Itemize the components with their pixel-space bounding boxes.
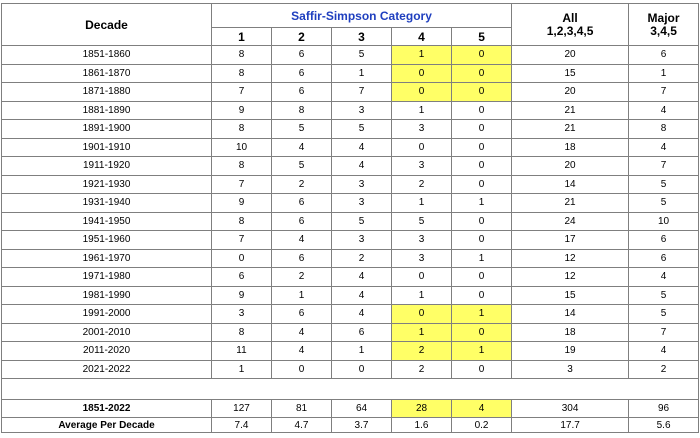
major-cell: 1 [629, 64, 699, 83]
decade-cell: 1981-1990 [2, 286, 212, 305]
cat2-cell: 1 [272, 286, 332, 305]
cat3-cell: 3 [332, 194, 392, 213]
cat4-cell: 2 [392, 360, 452, 379]
cat4-cell: 3 [392, 120, 452, 139]
cat4-cell: 0 [392, 305, 452, 324]
total-all: 304 [512, 400, 629, 418]
total-row [2, 400, 699, 418]
all-cell: 18 [512, 138, 629, 157]
major-cell: 6 [629, 231, 699, 250]
spacer-row [2, 379, 699, 400]
all-cell: 21 [512, 101, 629, 120]
major-cell: 4 [629, 268, 699, 287]
cat4-cell: 2 [392, 175, 452, 194]
decade-cell: 1971-1980 [2, 268, 212, 287]
major-cell: 7 [629, 157, 699, 176]
cat4-cell: 1 [392, 46, 452, 65]
table-row [2, 194, 699, 213]
saffir-simpson-category-header: Saffir-Simpson Category [212, 4, 512, 28]
cat3-cell: 3 [332, 101, 392, 120]
cat1-cell: 6 [212, 268, 272, 287]
table-row [2, 175, 699, 194]
cat4-cell: 1 [392, 101, 452, 120]
major-cell: 4 [629, 101, 699, 120]
cat1-cell: 8 [212, 323, 272, 342]
cat1-cell: 8 [212, 46, 272, 65]
cat5-cell: 0 [452, 46, 512, 65]
category-2-header: 2 [272, 28, 332, 46]
all-cell: 21 [512, 194, 629, 213]
cat1-cell: 1 [212, 360, 272, 379]
cat4-cell: 0 [392, 268, 452, 287]
cat2-cell: 6 [272, 305, 332, 324]
table-row [2, 342, 699, 361]
major-cell: 7 [629, 83, 699, 102]
major-cell: 2 [629, 360, 699, 379]
cat5-cell: 1 [452, 194, 512, 213]
all-cell: 12 [512, 268, 629, 287]
all-header-line2: 1,2,3,4,5 [546, 23, 594, 38]
cat2-cell: 8 [272, 101, 332, 120]
average-cat4: 1.6 [392, 418, 452, 433]
all-cell: 3 [512, 360, 629, 379]
cat3-cell: 4 [332, 305, 392, 324]
cat5-cell: 0 [452, 120, 512, 139]
cat4-cell: 0 [392, 138, 452, 157]
spacer-cell [2, 379, 699, 400]
cat2-cell: 4 [272, 342, 332, 361]
all-cell: 20 [512, 46, 629, 65]
major-cell: 8 [629, 120, 699, 139]
average-row [2, 418, 699, 433]
cat3-cell: 1 [332, 342, 392, 361]
all-cell: 21 [512, 120, 629, 139]
average-cat3: 3.7 [332, 418, 392, 433]
cat4-cell: 0 [392, 64, 452, 83]
cat2-cell: 4 [272, 323, 332, 342]
category-1-header: 1 [212, 28, 272, 46]
cat4-cell: 5 [392, 212, 452, 231]
decade-cell: 1991-2000 [2, 305, 212, 324]
table-row [2, 268, 699, 287]
table-row [2, 157, 699, 176]
table-row [2, 323, 699, 342]
table-row [2, 46, 699, 65]
table-row [2, 212, 699, 231]
decade-header: Decade [2, 4, 212, 46]
cat5-cell: 0 [452, 212, 512, 231]
decade-cell: 1901-1910 [2, 138, 212, 157]
major-cell: 4 [629, 342, 699, 361]
cat1-cell: 8 [212, 64, 272, 83]
major-cell: 5 [629, 286, 699, 305]
cat4-cell: 3 [392, 157, 452, 176]
decade-cell: 1861-1870 [2, 64, 212, 83]
summary-rows [2, 379, 699, 433]
cat5-cell: 0 [452, 64, 512, 83]
major-cell: 4 [629, 138, 699, 157]
cat3-cell: 4 [332, 138, 392, 157]
cat4-cell: 3 [392, 231, 452, 250]
average-all: 17.7 [512, 418, 629, 433]
all-cell: 20 [512, 83, 629, 102]
all-header-line1: All [562, 10, 578, 25]
cat5-cell: 0 [452, 175, 512, 194]
cat5-cell: 0 [452, 360, 512, 379]
decade-cell: 2021-2022 [2, 360, 212, 379]
cat1-cell: 11 [212, 342, 272, 361]
major-cell: 5 [629, 194, 699, 213]
major-categories-header [629, 4, 699, 46]
cat2-cell: 6 [272, 249, 332, 268]
cat4-cell: 2 [392, 342, 452, 361]
category-4-header: 4 [392, 28, 452, 46]
cat5-cell: 0 [452, 268, 512, 287]
average-major: 5.6 [629, 418, 699, 433]
cat2-cell: 6 [272, 64, 332, 83]
decade-cell: 1881-1890 [2, 101, 212, 120]
cat5-cell: 1 [452, 342, 512, 361]
all-categories-header [512, 4, 629, 46]
decade-cell: 1931-1940 [2, 194, 212, 213]
decade-cell: 1941-1950 [2, 212, 212, 231]
total-cat4: 28 [392, 400, 452, 418]
cat2-cell: 2 [272, 175, 332, 194]
cat1-cell: 7 [212, 231, 272, 250]
cat2-cell: 0 [272, 360, 332, 379]
major-header-line1: Major [647, 10, 680, 25]
cat3-cell: 4 [332, 268, 392, 287]
table-row [2, 83, 699, 102]
category-5-header: 5 [452, 28, 512, 46]
decade-cell: 1961-1970 [2, 249, 212, 268]
major-header-line2: 3,4,5 [650, 23, 677, 38]
decade-rows [2, 46, 699, 379]
cat2-cell: 4 [272, 138, 332, 157]
cat5-cell: 0 [452, 323, 512, 342]
cat1-cell: 10 [212, 138, 272, 157]
cat1-cell: 0 [212, 249, 272, 268]
cat4-cell: 3 [392, 249, 452, 268]
decade-cell: 2011-2020 [2, 342, 212, 361]
all-cell: 15 [512, 64, 629, 83]
cat2-cell: 4 [272, 231, 332, 250]
cat2-cell: 2 [272, 268, 332, 287]
major-cell: 7 [629, 323, 699, 342]
total-cat5: 4 [452, 400, 512, 418]
cat3-cell: 6 [332, 323, 392, 342]
decade-cell: 1911-1920 [2, 157, 212, 176]
total-cat1: 127 [212, 400, 272, 418]
major-cell: 6 [629, 46, 699, 65]
all-cell: 12 [512, 249, 629, 268]
average-cat2: 4.7 [272, 418, 332, 433]
cat5-cell: 0 [452, 138, 512, 157]
cat2-cell: 6 [272, 46, 332, 65]
cat1-cell: 3 [212, 305, 272, 324]
all-cell: 20 [512, 157, 629, 176]
average-cat1: 7.4 [212, 418, 272, 433]
table-row [2, 138, 699, 157]
cat5-cell: 0 [452, 231, 512, 250]
decade-cell: 1891-1900 [2, 120, 212, 139]
cat5-cell: 0 [452, 157, 512, 176]
cat3-cell: 5 [332, 212, 392, 231]
hurricane-decade-table [1, 3, 699, 433]
cat3-cell: 3 [332, 175, 392, 194]
cat1-cell: 9 [212, 286, 272, 305]
table-row [2, 64, 699, 83]
cat3-cell: 0 [332, 360, 392, 379]
all-cell: 15 [512, 286, 629, 305]
all-cell: 19 [512, 342, 629, 361]
cat5-cell: 0 [452, 83, 512, 102]
major-cell: 5 [629, 175, 699, 194]
cat4-cell: 1 [392, 194, 452, 213]
cat1-cell: 9 [212, 194, 272, 213]
major-cell: 5 [629, 305, 699, 324]
total-major: 96 [629, 400, 699, 418]
cat4-cell: 0 [392, 83, 452, 102]
cat3-cell: 4 [332, 286, 392, 305]
decade-cell: 1851-1860 [2, 46, 212, 65]
cat3-cell: 4 [332, 157, 392, 176]
table-row [2, 249, 699, 268]
cat4-cell: 1 [392, 286, 452, 305]
average-cat5: 0.2 [452, 418, 512, 433]
table-row [2, 286, 699, 305]
all-cell: 14 [512, 175, 629, 194]
table-row [2, 360, 699, 379]
cat2-cell: 5 [272, 157, 332, 176]
cat3-cell: 5 [332, 120, 392, 139]
average-label: Average Per Decade [2, 418, 212, 433]
all-cell: 17 [512, 231, 629, 250]
cat2-cell: 6 [272, 194, 332, 213]
cat3-cell: 2 [332, 249, 392, 268]
table-row [2, 120, 699, 139]
all-cell: 14 [512, 305, 629, 324]
decade-cell: 2001-2010 [2, 323, 212, 342]
cat5-cell: 1 [452, 249, 512, 268]
cat1-cell: 9 [212, 101, 272, 120]
total-cat2: 81 [272, 400, 332, 418]
cat3-cell: 5 [332, 46, 392, 65]
cat5-cell: 0 [452, 286, 512, 305]
cat1-cell: 7 [212, 175, 272, 194]
decade-cell: 1951-1960 [2, 231, 212, 250]
major-cell: 10 [629, 212, 699, 231]
major-cell: 6 [629, 249, 699, 268]
cat1-cell: 7 [212, 83, 272, 102]
total-label: 1851-2022 [2, 400, 212, 418]
all-cell: 18 [512, 323, 629, 342]
decade-cell: 1921-1930 [2, 175, 212, 194]
table-row [2, 101, 699, 120]
table-row [2, 305, 699, 324]
table-row [2, 231, 699, 250]
cat1-cell: 8 [212, 212, 272, 231]
cat5-cell: 0 [452, 101, 512, 120]
all-cell: 24 [512, 212, 629, 231]
cat1-cell: 8 [212, 120, 272, 139]
decade-cell: 1871-1880 [2, 83, 212, 102]
cat2-cell: 6 [272, 212, 332, 231]
cat2-cell: 5 [272, 120, 332, 139]
cat1-cell: 8 [212, 157, 272, 176]
cat3-cell: 3 [332, 231, 392, 250]
cat3-cell: 7 [332, 83, 392, 102]
cat4-cell: 1 [392, 323, 452, 342]
cat5-cell: 1 [452, 305, 512, 324]
category-3-header: 3 [332, 28, 392, 46]
cat2-cell: 6 [272, 83, 332, 102]
total-cat3: 64 [332, 400, 392, 418]
cat3-cell: 1 [332, 64, 392, 83]
